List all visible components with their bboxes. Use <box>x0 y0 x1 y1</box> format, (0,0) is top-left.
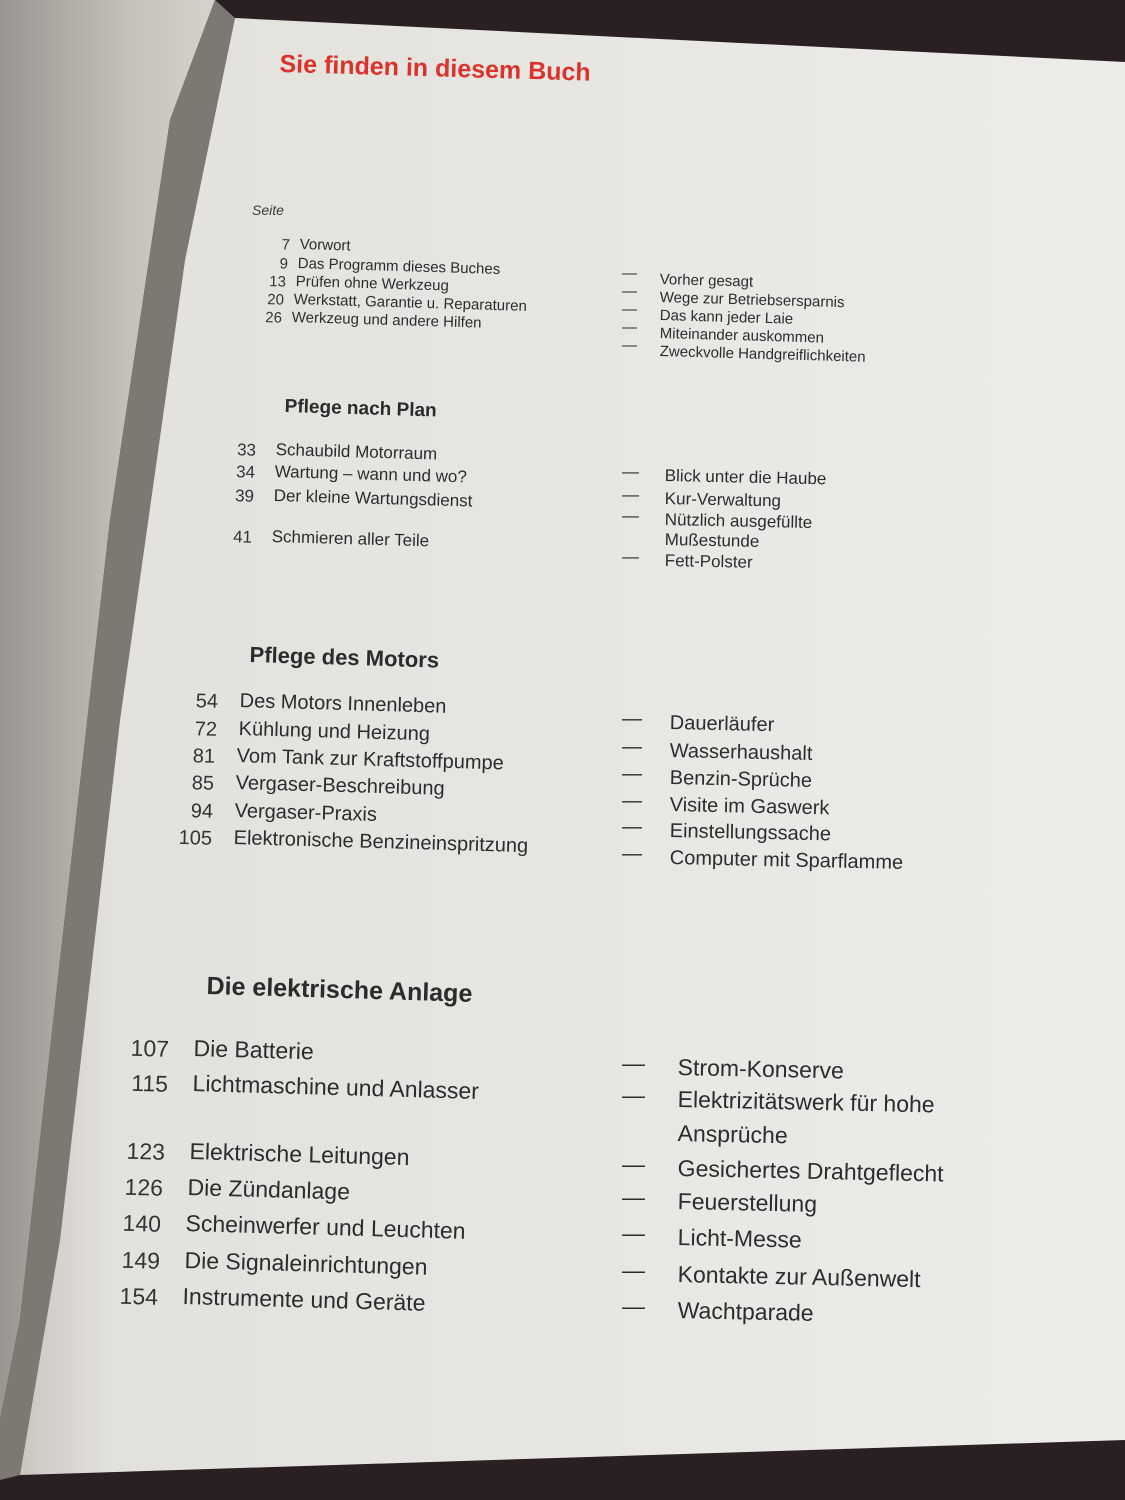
toc-entry-subtitle: Wachtparade <box>677 1297 814 1326</box>
toc-page-number: 26 <box>265 309 283 327</box>
toc-page-number: 105 <box>178 826 213 850</box>
toc-page-number: 9 <box>279 255 289 273</box>
toc-dash: — <box>622 1151 645 1177</box>
toc-entry-title: Werkzeug und andere Hilfen <box>291 309 482 332</box>
toc-entry-subtitle: Zweckvolle Handgreiflichkeiten <box>659 343 866 366</box>
toc-page-number: 41 <box>232 527 253 547</box>
toc-page-number: 94 <box>190 800 214 823</box>
toc-entry-subtitle: Wege zur Betriebsersparnis <box>659 289 845 312</box>
toc-entry-subtitle: Elektrizitätswerk für hohe <box>677 1086 935 1118</box>
toc-entry-subtitle: Strom-Konserve <box>677 1054 845 1084</box>
toc-dash: — <box>622 462 639 481</box>
toc-dash: — <box>622 1082 645 1108</box>
toc-dash: — <box>622 1293 645 1319</box>
section-heading: Pflege nach Plan <box>284 396 437 422</box>
toc-entry-title: Instrumente und Geräte <box>182 1283 426 1316</box>
toc-page-number: 107 <box>130 1034 170 1062</box>
toc-page-number: 13 <box>269 273 287 291</box>
toc-entry-subtitle: Kontakte zur Außenwelt <box>677 1261 921 1293</box>
toc-entry-subtitle: Miteinander auskommen <box>659 325 825 347</box>
toc-page-number: 54 <box>195 690 219 713</box>
toc-entry-subtitle: Nützlich ausgefüllte <box>664 510 813 533</box>
toc-entry-title: Prüfen ohne Werkzeug <box>295 273 450 295</box>
toc-entry-subtitle: Wasserhaushalt <box>669 740 813 765</box>
toc-entry-title: Wartung – wann und wo? <box>274 462 468 487</box>
toc-entry-title: Werkstatt, Garantie u. Reparaturen <box>293 291 528 315</box>
toc-entry-subtitle: Licht-Messe <box>677 1224 802 1253</box>
section-heading: Pflege des Motors <box>249 642 440 673</box>
toc-entry-title: Vom Tank zur Kraftstoffpumpe <box>236 745 505 775</box>
toc-entry-subtitle: Einstellungssache <box>669 820 832 846</box>
toc-entry-subtitle: Ansprüche <box>677 1120 788 1149</box>
toc-page-number: 149 <box>121 1246 161 1274</box>
toc-entry-title: Die Signaleinrichtungen <box>184 1247 428 1280</box>
toc-entry-title: Vorwort <box>299 236 351 255</box>
toc-entry-title: Vergaser-Beschreibung <box>235 772 445 800</box>
toc-page-number: 126 <box>124 1173 164 1201</box>
toc-dash: — <box>622 1050 645 1076</box>
toc-page-number: 85 <box>191 772 215 795</box>
toc-page-number: 123 <box>126 1137 166 1165</box>
toc-page-number: 154 <box>119 1282 159 1310</box>
toc-entry-title: Des Motors Innenleben <box>239 690 447 718</box>
toc-page-number: 81 <box>192 745 216 768</box>
toc-dash: — <box>622 547 639 566</box>
toc-page-number: 20 <box>267 291 285 309</box>
toc-entry-subtitle: Vorher gesagt <box>659 271 754 291</box>
toc-page-number: 140 <box>122 1209 162 1237</box>
toc-entry-title: Schmieren aller Teile <box>271 527 430 551</box>
toc-entry-title: Die Zündanlage <box>187 1174 351 1205</box>
toc-entry-title: Das Programm dieses Buches <box>297 255 501 279</box>
toc-entry-subtitle: Fett-Polster <box>664 551 753 572</box>
toc-dash: — <box>622 790 642 812</box>
toc-dash: — <box>622 265 637 282</box>
toc-dash: — <box>622 301 637 318</box>
toc-entry-title: Die Batterie <box>193 1035 315 1065</box>
toc-entry-subtitle: Benzin-Sprüche <box>669 767 813 792</box>
toc-dash: — <box>622 816 642 838</box>
toc-dash: — <box>622 1220 645 1246</box>
toc-entry-title: Elektrische Leitungen <box>189 1138 410 1171</box>
toc-entry-subtitle: Visite im Gaswerk <box>669 794 830 820</box>
toc-dash: — <box>622 506 639 525</box>
toc-entry-title: Vergaser-Praxis <box>234 800 378 826</box>
toc-entry-subtitle: Mußestunde <box>664 530 760 551</box>
toc-page-number: 7 <box>281 236 291 254</box>
toc-dash: — <box>622 1257 645 1283</box>
toc-entry-title: Elektronische Benzineinspritzung <box>233 827 529 858</box>
toc-entry-title: Kühlung und Heizung <box>238 718 431 746</box>
toc-entry-subtitle: Computer mit Sparflamme <box>669 847 904 874</box>
toc-dash: — <box>622 485 639 504</box>
toc-entry-subtitle: Kur-Verwaltung <box>664 489 782 511</box>
toc-page-number: 115 <box>131 1069 169 1097</box>
toc-entry-subtitle: Gesichertes Drahtgeflecht <box>677 1155 944 1187</box>
toc-dash: — <box>622 337 637 354</box>
toc-dash: — <box>622 283 637 300</box>
toc-page-number: 34 <box>235 462 256 482</box>
toc-dash: — <box>622 319 637 336</box>
toc-entry-title: Lichtmaschine und Anlasser <box>192 1070 480 1104</box>
page-title: Sie finden in diesem Buch <box>279 50 592 87</box>
toc-page-number: 72 <box>194 718 218 741</box>
toc-entry-subtitle: Das kann jeder Laie <box>659 307 794 328</box>
toc-entry-title: Der kleine Wartungsdienst <box>273 486 473 511</box>
section-heading: Die elektrische Anlage <box>206 972 473 1008</box>
toc-dash: — <box>622 763 642 785</box>
toc-page-number: 33 <box>236 440 257 460</box>
toc-dash: — <box>622 843 642 865</box>
toc-entry-subtitle: Blick unter die Haube <box>664 466 827 489</box>
toc-dash: — <box>622 708 642 730</box>
toc-entry-title: Scheinwerfer und Leuchten <box>185 1210 466 1244</box>
toc-entry-subtitle: Dauerläufer <box>669 712 775 737</box>
toc-entry-title: Schaubild Motorraum <box>275 440 438 464</box>
toc-dash: — <box>622 1184 645 1210</box>
toc-page-number: 39 <box>234 486 255 506</box>
toc-dash: — <box>622 736 642 758</box>
toc-entry-subtitle: Feuerstellung <box>677 1188 818 1217</box>
page-column-label: Seite <box>252 202 284 218</box>
